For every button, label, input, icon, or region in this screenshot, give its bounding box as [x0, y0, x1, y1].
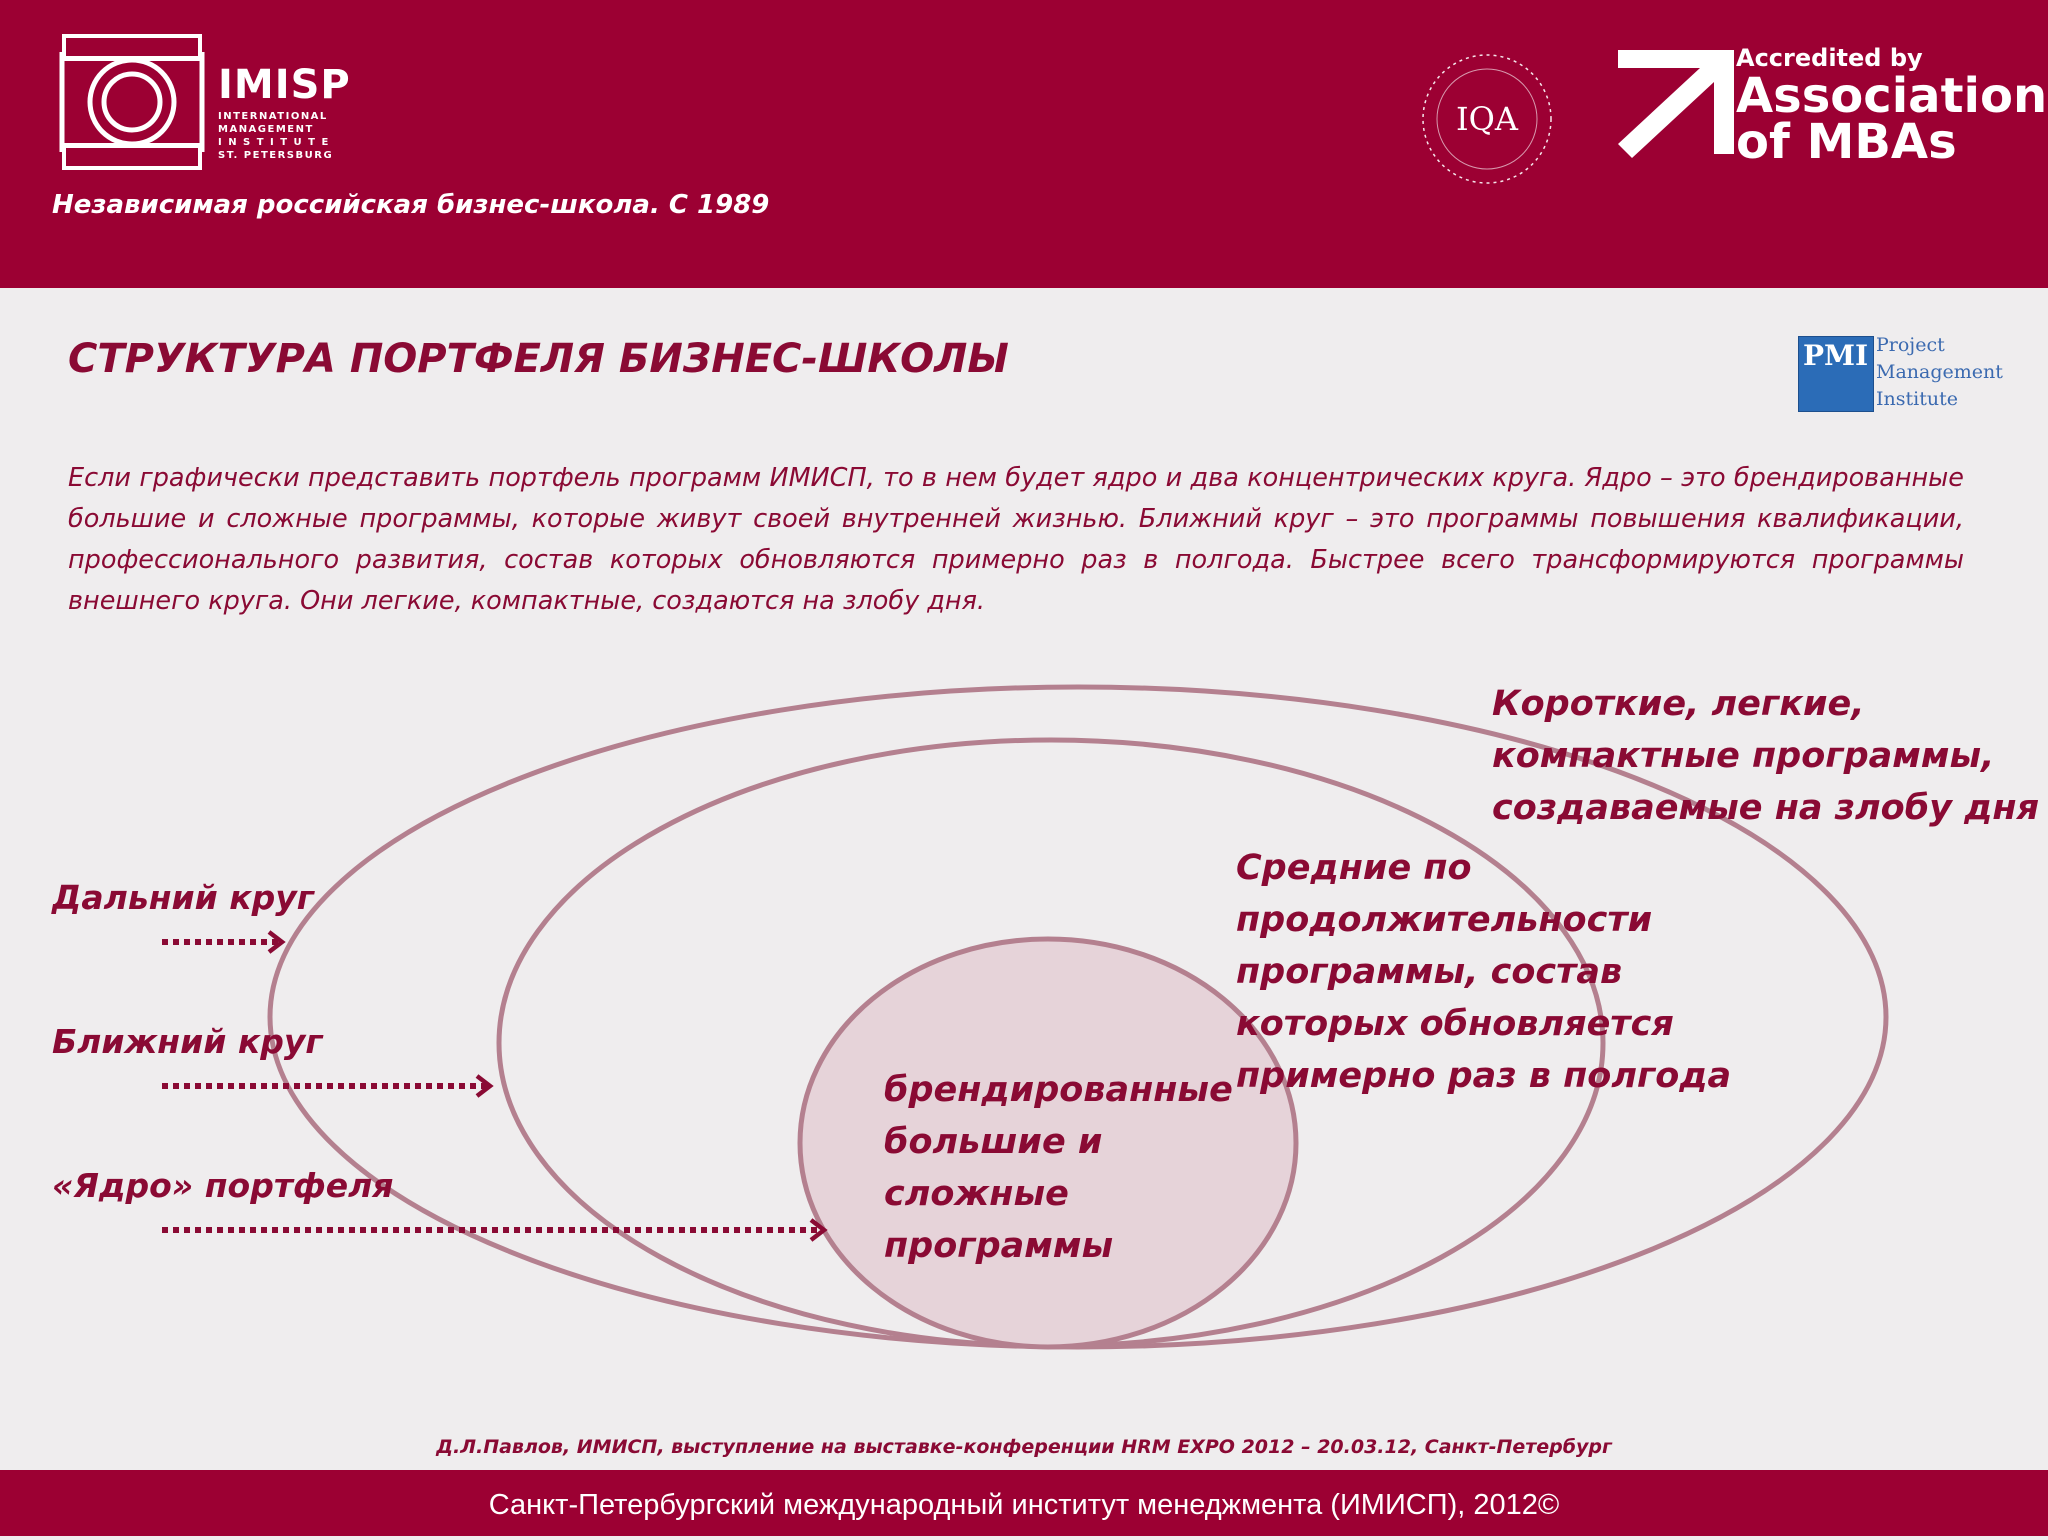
imisp-logo-icon [58, 30, 206, 174]
amba-line-1: Accredited by [1736, 44, 1923, 72]
desc-line: программы, состав [1236, 952, 1623, 992]
portfolio-diagram [0, 660, 2048, 1380]
logo-line: MANAGEMENT [218, 124, 314, 135]
pmi-line: Project [1876, 334, 1945, 356]
middle-circle-description [1236, 842, 1731, 1102]
logo-line: INTERNATIONAL [218, 111, 328, 122]
pmi-text [1876, 332, 2003, 413]
logo-subtitle [218, 110, 333, 162]
pmi-logo-icon [1798, 336, 1874, 412]
intro-paragraph: Если графически представить портфель программ ИМИСП, то в нем будет ядро и два концентрических круга. Ядро – это брендированные большие и сложные программы, которые живут своей внутренней жизнью. Ближний круг – это программы повышения квалификации, профессионального развития, состав которых обновляются примерно раз в полгода. Быстрее всего трансформируются программы внешнего круга. Они легкие, компактные, создаются на злобу дня. [68, 463, 1964, 616]
desc-line: создаваемые на злобу дня [1492, 788, 2040, 828]
logo-line: ST. PETERSBURG [218, 150, 334, 161]
presentation-credit: Д.Л.Павлов, ИМИСП, выступление на выставке-конференции HRM EXPO 2012 – 20.03.12, Санкт-Петербург [436, 1436, 1612, 1458]
label-core: «Ядро» портфеля [52, 1166, 394, 1205]
desc-line: Короткие, легкие, [1492, 684, 1865, 724]
core-description [884, 1064, 1233, 1272]
logo-name: IMISP [218, 62, 351, 108]
copyright-text: Санкт-Петербургский международный институт менеджмента (ИМИСП), 2012© [488, 1489, 1560, 1521]
desc-line: продолжительности [1236, 900, 1653, 940]
desc-line: брендированные [884, 1070, 1233, 1110]
desc-line: примерно раз в полгода [1236, 1056, 1732, 1096]
page-title: СТРУКТУРА ПОРТФЕЛЯ БИЗНЕС-ШКОЛЫ [68, 336, 1009, 382]
desc-line: большие и [884, 1122, 1103, 1162]
desc-line: Средние по [1236, 848, 1472, 888]
tagline: Независимая российская бизнес-школа. С 1989 [52, 190, 770, 220]
desc-line: компактные программы, [1492, 736, 1995, 776]
desc-line: которых обновляется [1236, 1004, 1674, 1044]
pmi-mark: PMI [1803, 339, 1869, 372]
amba-line-3: of MBAs [1736, 114, 1957, 170]
logo-line: I N S T I T U T E [218, 137, 330, 148]
pmi-line: Management [1876, 361, 2003, 383]
iqa-text: IQA [1456, 100, 1518, 138]
amba-line-2: Association [1736, 68, 2048, 124]
label-far-circle: Дальний круг [52, 878, 315, 917]
pmi-line: Institute [1876, 388, 1958, 410]
desc-line: программы [884, 1226, 1114, 1266]
iqa-seal-icon [1418, 50, 1556, 188]
amba-arrow-icon [1614, 44, 1738, 160]
label-near-circle: Ближний круг [52, 1022, 323, 1061]
desc-line: сложные [884, 1174, 1069, 1214]
outer-circle-description [1492, 678, 2039, 834]
amba-accreditation [1736, 44, 2048, 170]
header-band [0, 0, 2048, 288]
footer-band [0, 1470, 2048, 1536]
pmi-logo [1798, 332, 2003, 412]
